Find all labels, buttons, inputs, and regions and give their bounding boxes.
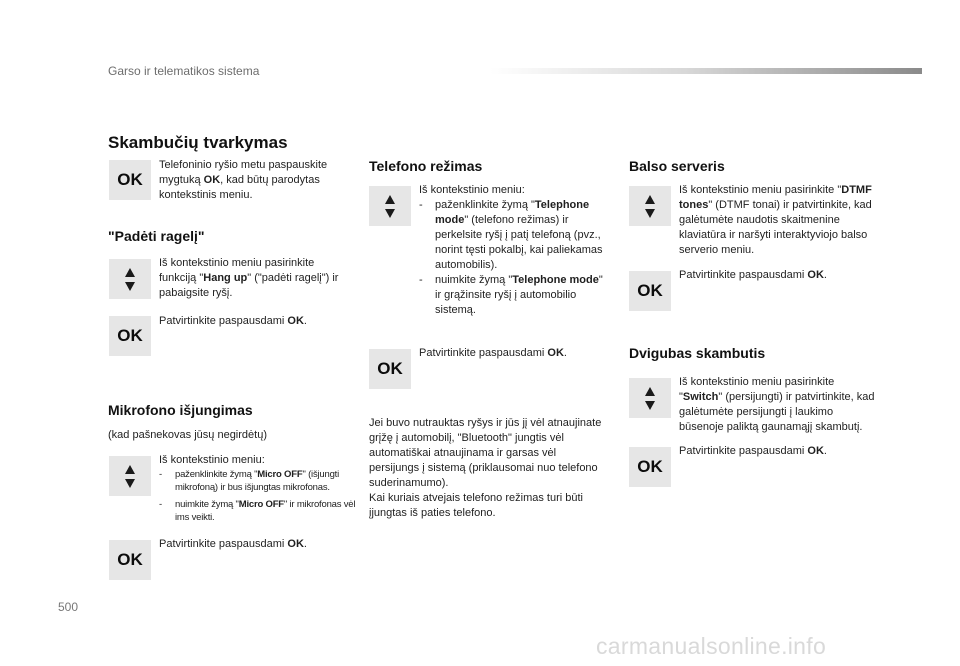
- watermark: carmanualsonline.info: [596, 633, 827, 659]
- double-call-step: Iš kontekstinio meniu pasirinkite "Switch" (persijungti) ir patvirtinkite, kad galėtumėte persijungti į laukimo būsenoje paliktą gaunamąjį skambutį.: [679, 376, 875, 433]
- phone-mode-note-1: Jei buvo nutrauktas ryšys ir jūs jį vėl atnaujinate grįžę į automobilį, "Bluetooth" jungtis vėl automatiškai atnaujinama ir garsas vėl persijungs į sistemą (priklausomai nuo telefono suderinamumo).: [369, 417, 602, 489]
- ok-button-icon: OK: [109, 540, 151, 580]
- section-title-mic-off: Mikrofono išjungimas: [108, 402, 253, 418]
- up-down-arrows-icon: [629, 186, 671, 226]
- phone-mode-steps: [419, 183, 609, 318]
- header-gradient-bar: [490, 68, 922, 74]
- ok-button-icon: OK: [629, 447, 671, 487]
- page-header-title: Garso ir telematikos sistema: [108, 64, 260, 78]
- page-number: 500: [58, 600, 79, 614]
- mic-off-subtitle: (kad pašnekovas jūsų negirdėtų): [108, 429, 267, 441]
- phone-mode-bullet: - paženklinkite žymą "Telephone mode" (telefono režimas) ir perkelsite ryšį į patį telefoną (pvz., norint tęsti pokalbį, kai paliekamas automobilis).: [419, 199, 603, 271]
- phone-mode-note-2: Kai kuriais atvejais telefono režimas turi būti įjungtas iš paties telefono.: [369, 492, 583, 519]
- up-down-arrows-icon: [109, 259, 151, 299]
- mic-off-confirm: Patvirtinkite paspausdami OK.: [159, 538, 307, 550]
- ok-button-icon: OK: [109, 316, 151, 356]
- section-title-double-call: Dvigubas skambutis: [629, 345, 766, 361]
- double-call-confirm: Patvirtinkite paspausdami OK.: [679, 445, 827, 457]
- ok-button-icon: OK: [629, 271, 671, 311]
- ok-button-icon: OK: [369, 349, 411, 389]
- section-title-phone-mode: Telefono režimas: [369, 158, 483, 174]
- up-down-arrows-icon: [369, 186, 411, 226]
- phone-mode-step-intro: Iš kontekstinio meniu:: [419, 184, 525, 196]
- mic-off-bullet: - nuimkite žymą "Micro OFF" ir mikrofonas vėl ims veikti.: [159, 499, 356, 523]
- hang-up-step: Iš kontekstinio meniu pasirinkite funkciją "Hang up" ("padėti ragelį") ir pabaigsite ryšį.: [159, 257, 339, 299]
- up-down-arrows-icon: [109, 456, 151, 496]
- call-management-intro: Telefoninio ryšio metu paspauskite mygtuką OK, kad būtų parodytas kontekstinis meniu.: [159, 159, 328, 201]
- ok-button-icon: OK: [109, 160, 151, 200]
- voice-server-confirm: Patvirtinkite paspausdami OK.: [679, 269, 827, 281]
- mic-off-steps: [159, 453, 359, 524]
- mic-off-step-intro: Iš kontekstinio meniu:: [159, 454, 265, 466]
- phone-mode-bullet: - nuimkite žymą "Telephone mode" ir grąžinsite ryšį į automobilio sistemą.: [419, 274, 603, 316]
- voice-server-step: Iš kontekstinio meniu pasirinkite "DTMF tones" (DTMF tonai) ir patvirtinkite, kad galėtumėte naudotis skaitmenine klaviatūra ir naršyti interaktyviojo balso serverio meniu.: [679, 184, 872, 256]
- mic-off-bullet: - paženklinkite žymą "Micro OFF" (išjungti mikrofoną) ir bus išjungtas mikrofonas.: [159, 469, 339, 493]
- up-down-arrows-icon: [629, 378, 671, 418]
- section-title-call-management: Skambučių tvarkymas: [108, 133, 288, 152]
- section-title-hang-up: "Padėti ragelį": [108, 228, 205, 244]
- section-title-voice-server: Balso serveris: [629, 158, 725, 174]
- phone-mode-confirm: Patvirtinkite paspausdami OK.: [419, 347, 567, 359]
- phone-mode-note: [369, 416, 605, 521]
- hang-up-confirm: Patvirtinkite paspausdami OK.: [159, 315, 307, 327]
